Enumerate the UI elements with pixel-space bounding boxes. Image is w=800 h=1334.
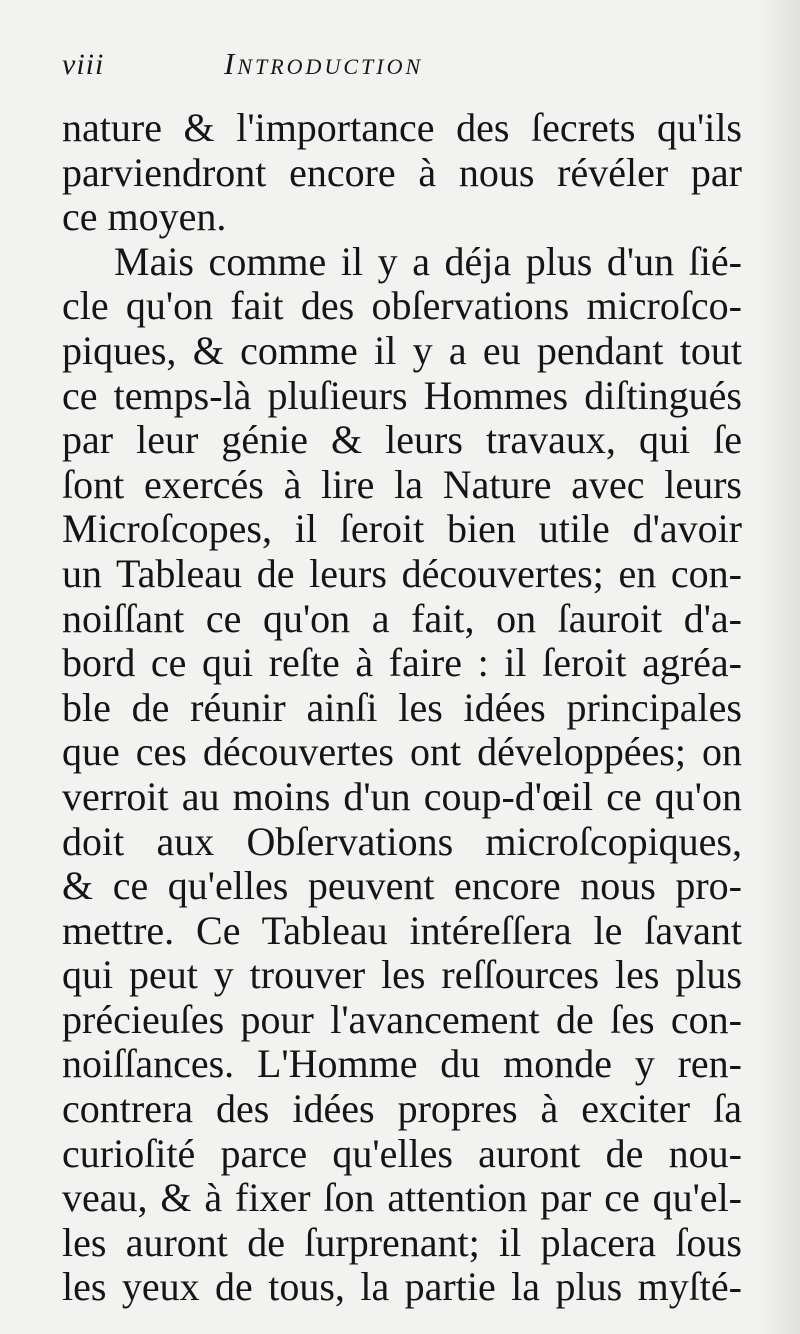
text-line: nature & l'importance des ſecrets qu'ils (62, 105, 742, 150)
text-line: & ce qu'elles peuvent encore nous pro- (62, 863, 742, 909)
running-head-title: Introduction (224, 46, 424, 81)
text-line: noiſſant ce qu'on a fait, on ſauroit d'a- (62, 595, 742, 641)
text-line: ſont exercés à lire la Nature avec leurs (62, 461, 742, 507)
text-line: Microſcopes, il ſeroit bien utile d'avoir (62, 506, 742, 552)
text-line: qui peut y trouver les reſſources les plus (62, 952, 742, 998)
text-line: doit aux Obſervations microſcopiques, (62, 818, 742, 864)
page-number: viii (62, 48, 105, 81)
text-line: que ces découvertes ont développées; on (62, 729, 742, 775)
text-line: veau, & à fixer ſon attention par ce qu'el- (62, 1175, 742, 1221)
text-line: ble de réunir ainſi les idées principales (62, 684, 742, 730)
text-line: ce temps-là pluſieurs Hommes diſtingués (62, 372, 742, 418)
text-line: précieuſes pour l'avancement de ſes con- (62, 996, 742, 1042)
body-text (62, 106, 742, 1310)
text-line: piques, & comme il y a eu pendant tout (62, 327, 742, 373)
text-line: parviendront encore à nous révéler par (62, 149, 742, 195)
running-head (62, 46, 582, 90)
text-line: un Tableau de leurs découvertes; en con- (62, 550, 742, 596)
text-line: cle qu'on fait des obſervations microſco- (62, 283, 742, 329)
text-line: contrera des idées propres à exciter ſa (62, 1086, 742, 1132)
text-line: mettre. Ce Tableau intéreſſera le ſavant (62, 907, 742, 953)
text-line: noiſſances. L'Homme du monde y ren- (62, 1041, 742, 1087)
text-line: par leur génie & leurs travaux, qui ſe (62, 417, 742, 463)
text-line: bord ce qui reſte à faire : il ſeroit agréa- (62, 640, 742, 686)
text-line: curioſité parce qu'elles auront de nou- (62, 1130, 742, 1176)
text-line: ce moyen. (62, 194, 227, 240)
text-line: les yeux de tous, la partie la plus myſté- (62, 1264, 742, 1310)
text-line: Mais comme il y a déja plus d'un ſié- (114, 238, 742, 284)
text-line: les auront de ſurprenant; il placera ſous (62, 1219, 742, 1265)
text-line: verroit au moins d'un coup-d'œil ce qu'on (62, 773, 742, 819)
